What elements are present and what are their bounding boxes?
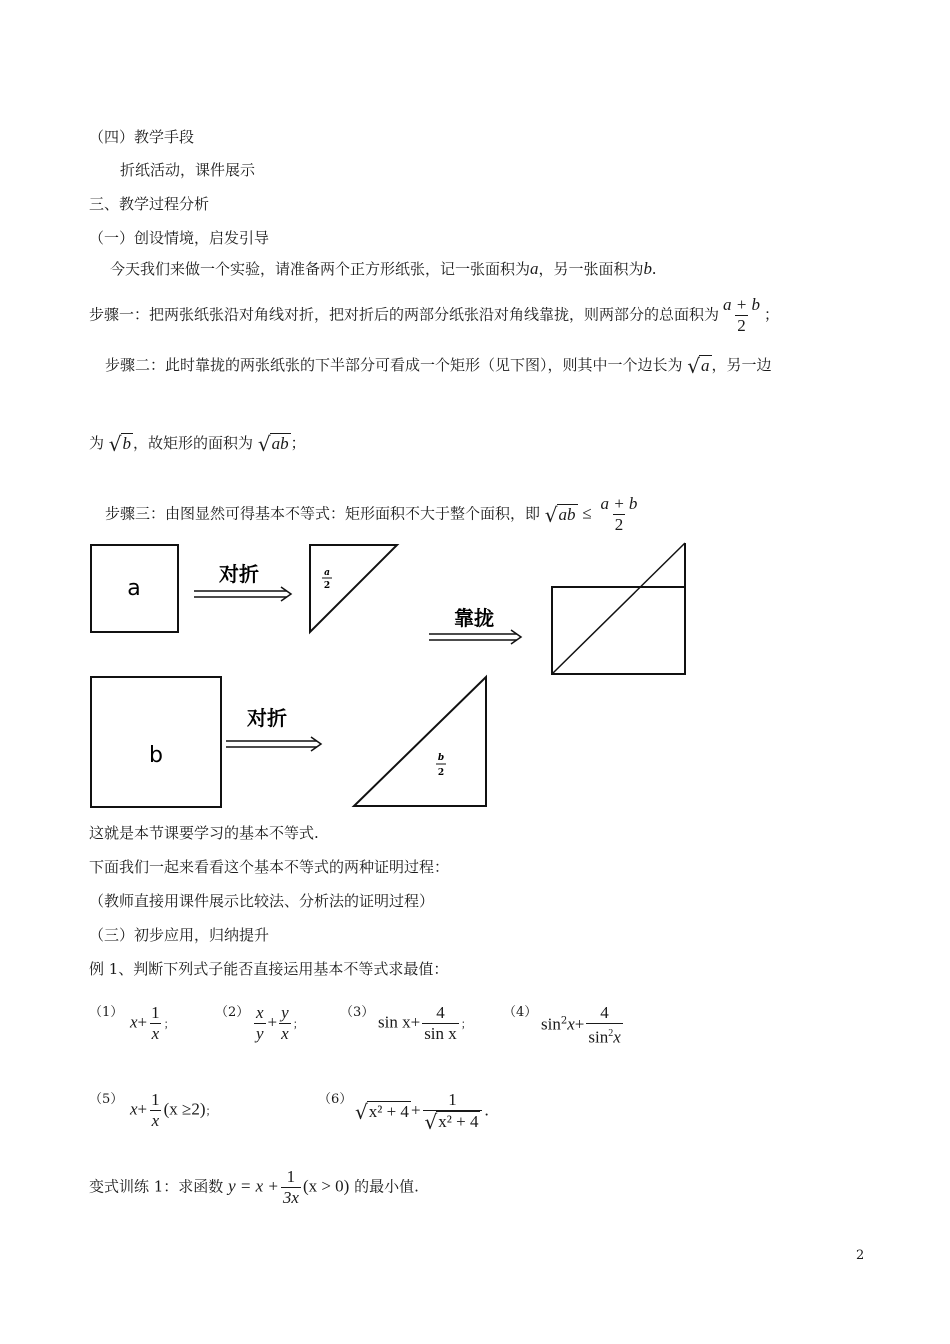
- fraction-a-plus-b-over-2-ineq: $\frac{a + b}{2}$: [600, 494, 638, 534]
- example-label-1: （1）: [89, 1005, 124, 1020]
- example-label-4: （4）: [503, 1005, 538, 1020]
- example-label-3: （3）: [340, 1005, 375, 1020]
- expression-6: √ x² + 4 + 1 √ x² + 4 .: [355, 1090, 489, 1134]
- math-a: a: [530, 259, 539, 278]
- section-heading-process: 三、教学过程分析: [89, 195, 210, 213]
- example-label-2: （2）: [215, 1005, 250, 1020]
- paragraph-step-one: [89, 295, 779, 336]
- sqrt-a: √ a: [687, 354, 710, 378]
- semicolon: ；: [764, 305, 780, 324]
- svg-text:2: 2: [323, 581, 331, 591]
- step-one-text: 步骤一：把两张纸张沿对角线对折，把对折后的两部分纸张沿对角线靠拢，则两部分的总面积为: [89, 305, 720, 324]
- page-number: 2: [856, 1248, 865, 1263]
- subsection-heading-application: （三）初步应用，归纳提升: [89, 926, 270, 944]
- expression-4: $\sin^2x+$ $\frac{4}{\sin^2x}$: [541, 1003, 621, 1047]
- paragraph-proofs: 下面我们一起来看看这个基本不等式的两种证明过程：: [89, 858, 450, 876]
- period: .: [652, 259, 657, 278]
- paragraph-teaching-means: 折纸活动，课件展示: [120, 161, 256, 179]
- expression-3: sin x+ $\frac{4}{\text{sin x}}$ ；: [378, 1003, 472, 1043]
- paragraph-step-three: 步骤三：由图显然可得基本不等式：矩形面积不大于整个面积，即 √ ab ≤ $\frac{a + b}{2}$: [105, 494, 638, 534]
- sqrt-ab-ineq: √ ab: [544, 502, 576, 527]
- paragraph-experiment: [110, 259, 656, 279]
- experiment-text-1: 今天我们来做一个实验，请准备两个正方形纸张，记一张面积为: [110, 260, 531, 278]
- svg-text:2: 2: [437, 768, 445, 778]
- svg-text:b: b: [437, 753, 445, 763]
- example-label-6: （6）: [318, 1092, 353, 1107]
- sqrt-b: √ b: [108, 432, 132, 456]
- square-a-label: a: [127, 576, 141, 601]
- svg-text:a: a: [324, 568, 330, 578]
- experiment-text-2: ，另一张面积为: [538, 260, 644, 278]
- paragraph-step-two-cont: 为 √ b ，故矩形的面积为 √ ab ；: [89, 432, 306, 456]
- paragraph-step-two: [105, 355, 772, 377]
- example-1-prompt: 例 1、判断下列式子能否直接运用基本不等式求最值：: [89, 960, 449, 978]
- fold-label-2: 对折: [247, 706, 287, 730]
- square-b-label: b: [149, 743, 163, 768]
- paragraph-teacher-note: （教师直接用课件展示比较法、分析法的证明过程）: [89, 892, 435, 910]
- fraction-a-plus-b-over-2: $\frac{a + b}{2}$: [723, 295, 760, 335]
- close-label: 靠拢: [454, 606, 494, 630]
- leq-sign: ≤: [582, 503, 592, 523]
- expression-1: x+ $\frac{1}{x}$ ；: [130, 1003, 175, 1043]
- step-two-text: 步骤二：此时靠拢的两张纸张的下半部分可看成一个矩形（见下图），则其中一个边长为: [105, 356, 683, 374]
- sqrt-ab: √ ab: [257, 432, 289, 456]
- expression-2: $\frac{x}{y}$ + $\frac{y}{x}$ ；: [256, 1003, 304, 1043]
- math-b: b: [643, 259, 653, 278]
- variant-exercise-1: 变式训练 1：求函数 y = x + $\frac{1}{3x}$ (x > 0) 的最小值.: [89, 1167, 419, 1207]
- step-two-text-2: ，另一边: [711, 356, 772, 374]
- paragraph-intro-inequality: 这就是本节课要学习的基本不等式.: [89, 824, 319, 842]
- subsection-heading-scenario: （一）创设情境，启发引导: [89, 229, 270, 247]
- paper-folding-figure: [89, 535, 689, 810]
- fold-label-1: 对折: [219, 562, 259, 586]
- example-label-5: （5）: [89, 1092, 124, 1107]
- section-heading-teaching-means: （四）教学手段: [89, 128, 195, 146]
- expression-5: x+ $\frac{1}{x}$ (x ≥2)；: [130, 1090, 217, 1130]
